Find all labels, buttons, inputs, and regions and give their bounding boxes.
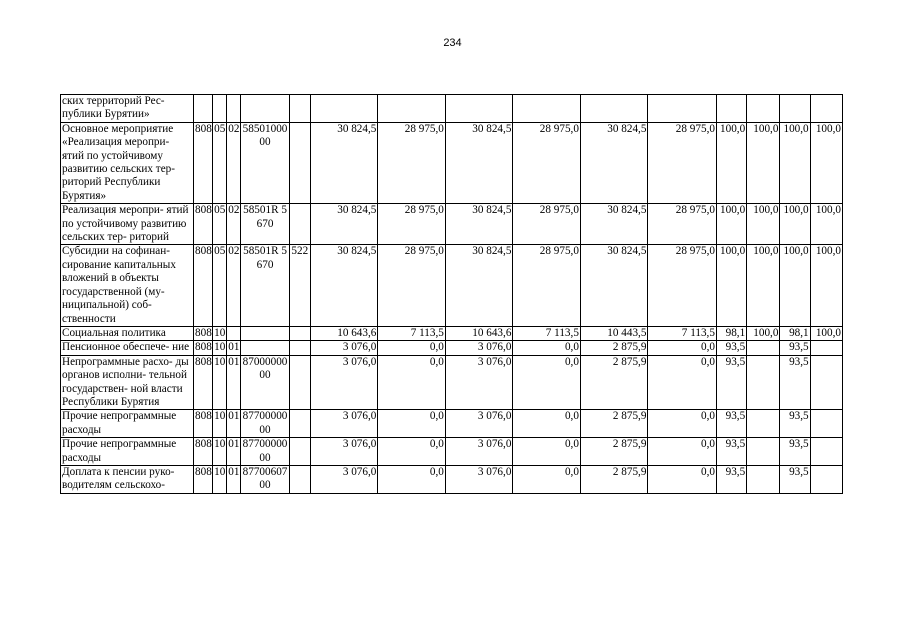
percent-3-cell: 93,5 [780,341,810,355]
percent-2-cell [747,465,780,493]
value-6-cell: 0,0 [648,465,717,493]
value-1-cell: 30 824,5 [310,204,378,245]
value-6-cell: 0,0 [648,410,717,438]
value-5-cell: 2 875,9 [580,341,648,355]
value-5-cell: 30 824,5 [580,122,648,203]
value-4-cell: 28 975,0 [513,122,581,203]
admin-code-cell: 808 [195,326,212,339]
value-3-cell: 30 824,5 [445,122,513,203]
admin-code-cell: 808 [194,465,213,493]
value-1-cell: 3 076,0 [310,465,378,493]
value-5-cell: 30 824,5 [580,204,648,245]
percent-1-cell [716,95,746,123]
table-row [61,355,843,410]
percent-4-cell [810,95,842,123]
percent-2-cell: 100,0 [747,326,780,340]
subsection-code-cell [227,95,241,123]
value-1-cell: 3 076,0 [310,341,378,355]
value-3-cell: 30 824,5 [445,245,513,326]
target-article-code-cell: 87700000 00 [242,438,288,464]
percent-4-cell [810,465,842,493]
value-4-cell: 0,0 [513,465,581,493]
value-4-cell [513,95,581,123]
value-4-cell: 28 975,0 [513,204,581,245]
section-code-cell: 05 [213,204,227,245]
value-3-cell: 3 076,0 [445,465,513,493]
value-3-cell: 3 076,0 [445,341,513,355]
target-article-code-cell: 87700607 00 [242,465,288,492]
value-6-cell [648,95,717,123]
value-5-cell: 2 875,9 [580,438,648,466]
percent-1-cell: 93,5 [716,438,746,466]
admin-code-cell [194,95,213,123]
percent-3-cell: 93,5 [780,355,810,410]
percent-4-cell: 100,0 [810,122,842,203]
expense-type-code-cell [289,204,310,245]
admin-code-cell: 808 [194,245,213,326]
section-code-cell: 10 [213,355,227,410]
admin-code-cell: 808 [194,204,213,245]
row-name-cell: Основное мероприятие «Реализация меропри- ятий по устойчивому развитию сельских тер- риторий Республики Бурятия» [61,122,194,203]
expense-type-code-cell [289,355,310,410]
value-2-cell: 0,0 [378,438,446,466]
value-3-cell: 30 824,5 [445,204,513,245]
value-6-cell: 0,0 [648,438,717,466]
percent-3-cell: 93,5 [780,438,810,466]
percent-2-cell [747,355,780,410]
subsection-code-cell: 02 [227,122,241,203]
value-1-cell: 3 076,0 [310,410,378,438]
value-4-cell: 0,0 [513,355,581,410]
table-row [61,95,843,123]
section-code-cell: 10 [213,410,227,438]
row-name-cell: Прочие непрограммные расходы [61,410,194,438]
value-6-cell: 7 113,5 [648,326,717,340]
value-3-cell: 3 076,0 [445,355,513,410]
row-name-cell: Реализация меропри- ятий по устойчивому развитию сельских тер- риторий [61,204,194,245]
percent-2-cell: 100,0 [747,204,780,245]
target-article-code-cell: 58501000 00 [241,122,289,203]
subsection-code-cell [227,326,241,340]
target-article-code-cell [241,95,289,123]
percent-4-cell [810,341,842,355]
value-3-cell [445,95,513,123]
percent-4-cell: 100,0 [810,326,842,340]
page-number: 234 [443,37,462,49]
percent-1-cell: 93,5 [716,410,746,438]
value-5-cell: 2 875,9 [580,355,648,410]
percent-3-cell: 100,0 [780,122,810,203]
percent-2-cell [747,341,780,355]
expense-type-code-cell [289,465,310,493]
percent-2-cell [747,438,780,466]
value-6-cell: 28 975,0 [648,122,717,203]
percent-4-cell: 100,0 [810,245,842,326]
percent-1-cell: 100,0 [716,122,746,203]
percent-1-cell: 100,0 [716,245,746,326]
value-2-cell: 0,0 [378,410,446,438]
value-3-cell: 3 076,0 [445,438,513,466]
target-article-code-cell: 87700000 00 [242,410,288,436]
target-article-code-cell [241,326,289,340]
section-code-cell: 10 [213,438,227,466]
section-code-cell: 10 [214,341,226,354]
section-code-cell: 10 [213,465,227,493]
value-2-cell: 0,0 [378,341,446,355]
row-name-cell: Социальная политика [61,326,194,340]
expense-type-code-cell [289,122,310,203]
value-6-cell: 0,0 [648,341,717,355]
target-article-code-cell [241,341,289,355]
percent-3-cell: 98,1 [780,326,810,340]
percent-4-cell [810,438,842,466]
subsection-code-cell: 02 [227,204,241,245]
admin-code-cell: 808 [194,355,213,410]
section-code-cell [213,95,227,123]
row-name-cell: Пенсионное обеспече- ние [61,341,194,355]
section-code-cell: 05 [213,245,227,326]
table-row [61,410,843,438]
subsection-code-cell: 01 [227,438,241,466]
value-4-cell: 28 975,0 [513,245,581,326]
value-4-cell: 0,0 [513,438,581,466]
value-5-cell [580,95,648,123]
value-1-cell: 30 824,5 [310,245,378,326]
row-name-cell: Прочие непрограммные расходы [61,438,194,466]
value-1-cell: 3 076,0 [310,355,378,410]
subsection-code-cell: 01 [227,465,241,493]
percent-2-cell: 100,0 [747,245,780,326]
table-row [61,204,843,245]
table-row [61,438,843,466]
subsection-code-cell: 01 [227,355,241,410]
row-name-cell: Субсидии на софинан- сирование капитальных вложений в объекты государственной (му- ниципальной) соб- ственности [61,245,194,326]
percent-3-cell: 93,5 [780,410,810,438]
admin-code-cell: 808 [194,438,213,466]
section-code-cell: 05 [213,122,227,203]
value-4-cell: 7 113,5 [513,326,581,340]
percent-1-cell: 98,1 [716,326,746,340]
row-name-cell: Непрограммные расхо- ды органов исполни- тельной государствен- ной власти Республики Бурятия [61,355,194,410]
table-row [61,465,843,493]
budget-table-body [61,95,843,494]
expense-type-code-cell: 522 [289,245,310,326]
value-2-cell: 28 975,0 [378,122,446,203]
percent-4-cell [810,355,842,410]
value-2-cell: 0,0 [378,355,446,410]
table-row [61,122,843,203]
expense-type-code-cell [289,326,310,340]
value-2-cell: 28 975,0 [378,245,446,326]
expense-type-code-cell [289,341,310,355]
admin-code-cell: 808 [194,410,213,438]
percent-1-cell: 93,5 [716,465,746,493]
value-1-cell: 30 824,5 [310,122,378,203]
admin-code-cell: 808 [195,341,212,354]
percent-2-cell [747,95,780,123]
value-2-cell [378,95,446,123]
percent-3-cell: 93,5 [780,465,810,493]
percent-2-cell [747,410,780,438]
value-2-cell: 0,0 [378,465,446,493]
value-1-cell [310,95,378,123]
expense-type-code-cell [289,438,310,466]
expense-type-code-cell [289,410,310,438]
percent-4-cell: 100,0 [810,204,842,245]
value-1-cell: 10 643,6 [310,326,378,340]
target-article-code-cell: 58501R 5670 [241,245,289,326]
table-row [61,245,843,326]
percent-3-cell: 100,0 [780,204,810,245]
row-name-cell: ских территорий Рес- публики Бурятии» [61,95,194,123]
subsection-code-cell: 02 [227,245,241,326]
percent-3-cell: 100,0 [780,245,810,326]
percent-1-cell: 93,5 [716,341,746,355]
percent-3-cell [780,95,810,123]
value-5-cell: 2 875,9 [580,465,648,493]
percent-1-cell: 100,0 [716,204,746,245]
admin-code-cell: 808 [194,122,213,203]
value-6-cell: 0,0 [648,355,717,410]
value-5-cell: 30 824,5 [580,245,648,326]
value-1-cell: 3 076,0 [310,438,378,466]
value-4-cell: 0,0 [513,341,581,355]
value-2-cell: 7 113,5 [378,326,446,340]
budget-table [60,94,843,494]
value-3-cell: 10 643,6 [445,326,513,340]
value-6-cell: 28 975,0 [648,245,717,326]
row-name-cell: Доплата к пенсии руко- водителям сельскохо- [61,465,194,493]
percent-4-cell [810,410,842,438]
value-5-cell: 10 443,5 [580,326,648,340]
section-code-cell: 10 [214,326,226,339]
expense-type-code-cell [289,95,310,123]
table-row [61,326,843,340]
percent-1-cell: 93,5 [716,355,746,410]
value-2-cell: 28 975,0 [378,204,446,245]
subsection-code-cell: 01 [227,410,241,438]
value-3-cell: 3 076,0 [445,410,513,438]
value-5-cell: 2 875,9 [580,410,648,438]
table-row [61,341,843,355]
target-article-code-cell: 87000000 00 [241,355,289,410]
value-4-cell: 0,0 [513,410,581,438]
subsection-code-cell: 01 [228,341,240,354]
target-article-code-cell: 58501R 5670 [241,204,289,245]
value-6-cell: 28 975,0 [648,204,717,245]
percent-2-cell: 100,0 [747,122,780,203]
